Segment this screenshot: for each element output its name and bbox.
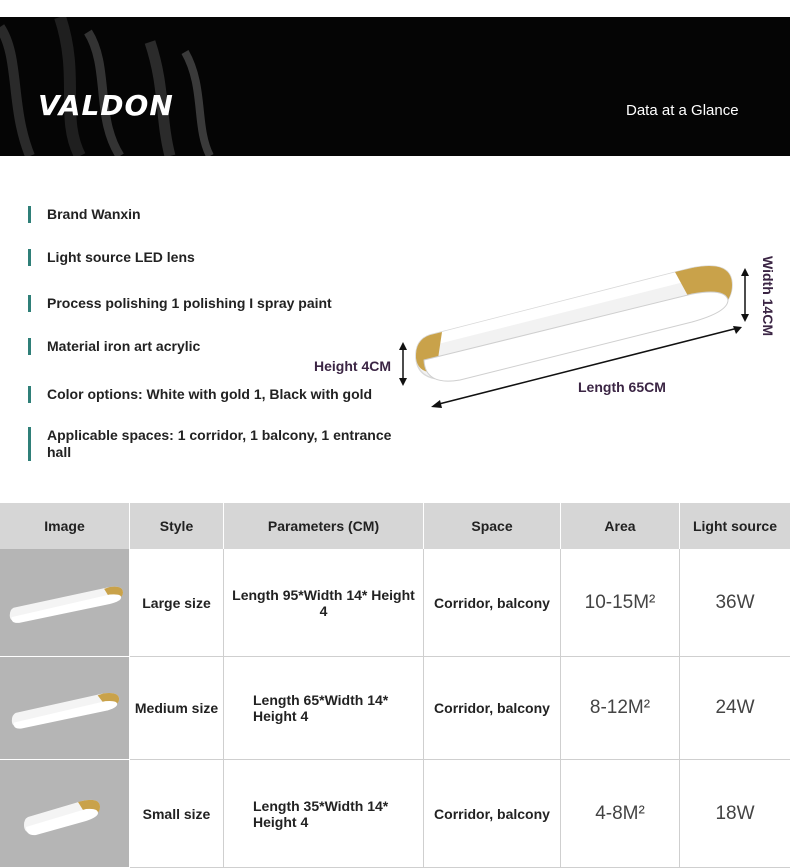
spec-item-process: Process polishing 1 polishing I spray paint <box>28 295 332 312</box>
parameters-cell: Length 95*Width 14* Height 4 <box>224 549 424 657</box>
lamp-silhouette-graphic <box>0 17 230 156</box>
header-parameters: Parameters (CM) <box>224 503 424 549</box>
table-row <box>0 549 790 657</box>
header-image: Image <box>0 503 130 549</box>
style-cell: Large size <box>130 549 224 657</box>
spec-item-material: Material iron art acrylic <box>28 338 200 355</box>
ceiling-light-illustration <box>300 240 790 420</box>
width-dimension-label: Width 14CM <box>760 256 776 336</box>
brand-logo: VALDON <box>38 89 174 122</box>
size-comparison-table <box>0 503 790 868</box>
space-cell: Corridor, balcony <box>424 549 561 657</box>
spec-item-applicable-spaces: Applicable spaces: 1 corridor, 1 balcony, 1 entrance hall <box>28 427 398 461</box>
spec-item-brand: Brand Wanxin <box>28 206 141 223</box>
light-source-cell: 36W <box>680 549 790 657</box>
space-cell: Corridor, balcony <box>424 657 561 760</box>
header-style: Style <box>130 503 224 549</box>
product-thumbnail-small <box>0 760 130 868</box>
table-row <box>0 760 790 868</box>
spec-item-light-source: Light source LED lens <box>28 249 195 266</box>
spec-item-color-options: Color options: White with gold 1, Black with gold <box>28 386 372 403</box>
header-banner <box>0 17 790 156</box>
length-dimension-label: Length 65CM <box>578 379 666 395</box>
product-thumbnail-medium <box>0 657 130 760</box>
parameters-cell: Length 65*Width 14* Height 4 <box>224 657 424 760</box>
table-header-row <box>0 503 790 549</box>
product-dimension-diagram <box>300 240 790 420</box>
light-source-cell: 18W <box>680 760 790 868</box>
style-cell: Small size <box>130 760 224 868</box>
light-source-cell: 24W <box>680 657 790 760</box>
banner-title: Data at a Glance <box>626 102 739 119</box>
area-cell: 4-8M² <box>561 760 680 868</box>
product-thumbnail-large <box>0 549 130 657</box>
header-light-source: Light source <box>692 518 777 534</box>
header-area: Area <box>561 503 680 549</box>
height-dimension-label: Height 4CM <box>314 358 391 374</box>
space-cell: Corridor, balcony <box>424 760 561 868</box>
table-row <box>0 657 790 760</box>
style-cell: Medium size <box>130 657 224 760</box>
area-cell: 8-12M² <box>561 657 680 760</box>
parameters-cell: Length 35*Width 14* Height 4 <box>224 760 424 868</box>
header-space: Space <box>424 503 561 549</box>
area-cell: 10-15M² <box>561 549 680 657</box>
